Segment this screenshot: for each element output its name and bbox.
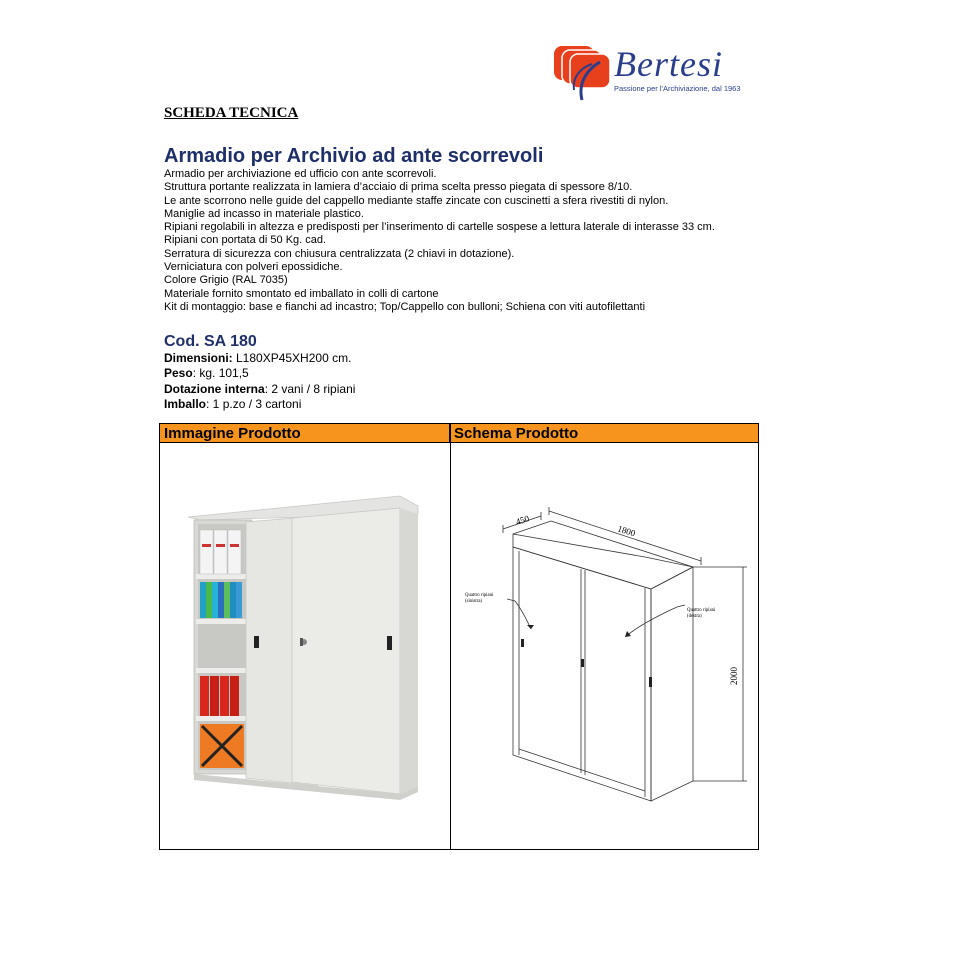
spec-value: : 2 vani / 8 ripiani <box>264 381 356 396</box>
description-line: Materiale fornito smontato ed imballato in colli di cartone <box>164 287 439 300</box>
spec-label: Dotazione interna <box>164 381 265 396</box>
product-code: Cod. SA 180 <box>164 333 257 350</box>
description-line: Verniciatura con polveri epossidiche. <box>164 261 343 274</box>
logo-brand-name: Bertesi <box>614 44 723 84</box>
spec-list <box>164 351 355 412</box>
schema-left-label: Quattro ripiani <box>465 593 494 598</box>
product-table <box>159 423 759 850</box>
description-line: Struttura portante realizzata in lamiera d’acciaio di prima scelta presso piegata di spessore 8/10. <box>164 181 633 194</box>
schema-right-label: Quattro ripiani <box>687 608 716 613</box>
spec-value: L180XP45XH200 cm. <box>232 351 352 365</box>
spec-packaging <box>164 397 355 412</box>
logo-tagline: Passione per l'Archiviazione, dal 1963 <box>614 84 741 93</box>
spec-value: : kg. 101,5 <box>192 366 249 381</box>
schema-left-sublabel: (sinistra) <box>465 599 483 604</box>
description-list <box>164 168 715 314</box>
description-line: Kit di montaggio: base e fianchi ad incastro; Top/Cappello con bulloni; Schiena con viti autofilettanti <box>164 300 646 313</box>
spec-label: Peso <box>164 366 193 381</box>
description-line: Maniglie ad incasso in materiale plastico. <box>164 207 364 220</box>
column-divider <box>450 424 451 849</box>
sheet-title: SCHEDA TECNICA <box>164 105 299 121</box>
description-line: Ripiani regolabili in altezza e predisposti per l’inserimento di cartelle sospese a lettura laterale di interasse 33 cm. <box>164 221 715 234</box>
spec-dimensions <box>164 351 355 366</box>
description-line: Serratura di sicurezza con chiusura centralizzata (2 chiavi in dotazione). <box>164 247 515 260</box>
schema-width-label: 1800 <box>616 523 637 539</box>
description-line: Ripiani con portata di 50 Kg. cad. <box>164 234 327 247</box>
header-product-image: Immagine Prodotto <box>160 424 450 443</box>
logo-mark-icon <box>552 40 616 104</box>
header-product-schema: Schema Prodotto <box>450 424 758 443</box>
product-schema-drawing <box>455 499 755 809</box>
description-line: Armadio per archiviazione ed ufficio con ante scorrevoli. <box>164 168 437 180</box>
description-line: Colore Grigio (RAL 7035) <box>164 274 288 287</box>
product-title: Armadio per Archivio ad ante scorrevoli <box>164 145 544 167</box>
schema-depth-label: 450 <box>514 513 531 527</box>
spec-internal <box>164 382 355 397</box>
spec-label: Imballo <box>164 396 207 411</box>
schema-height-label: 2000 <box>729 667 739 685</box>
spec-weight <box>164 366 355 381</box>
spec-value: : 1 p.zo / 3 cartoni <box>206 396 302 411</box>
description-line: Le ante scorrono nelle guide del cappello mediante staffe zincate con cuscinetti a sfera rivestiti di nylon. <box>164 194 669 207</box>
schema-right-sublabel: (destra) <box>687 614 702 619</box>
product-photo <box>180 486 440 806</box>
bertesi-logo <box>552 40 762 104</box>
spec-label: Dimensioni: <box>164 351 233 365</box>
